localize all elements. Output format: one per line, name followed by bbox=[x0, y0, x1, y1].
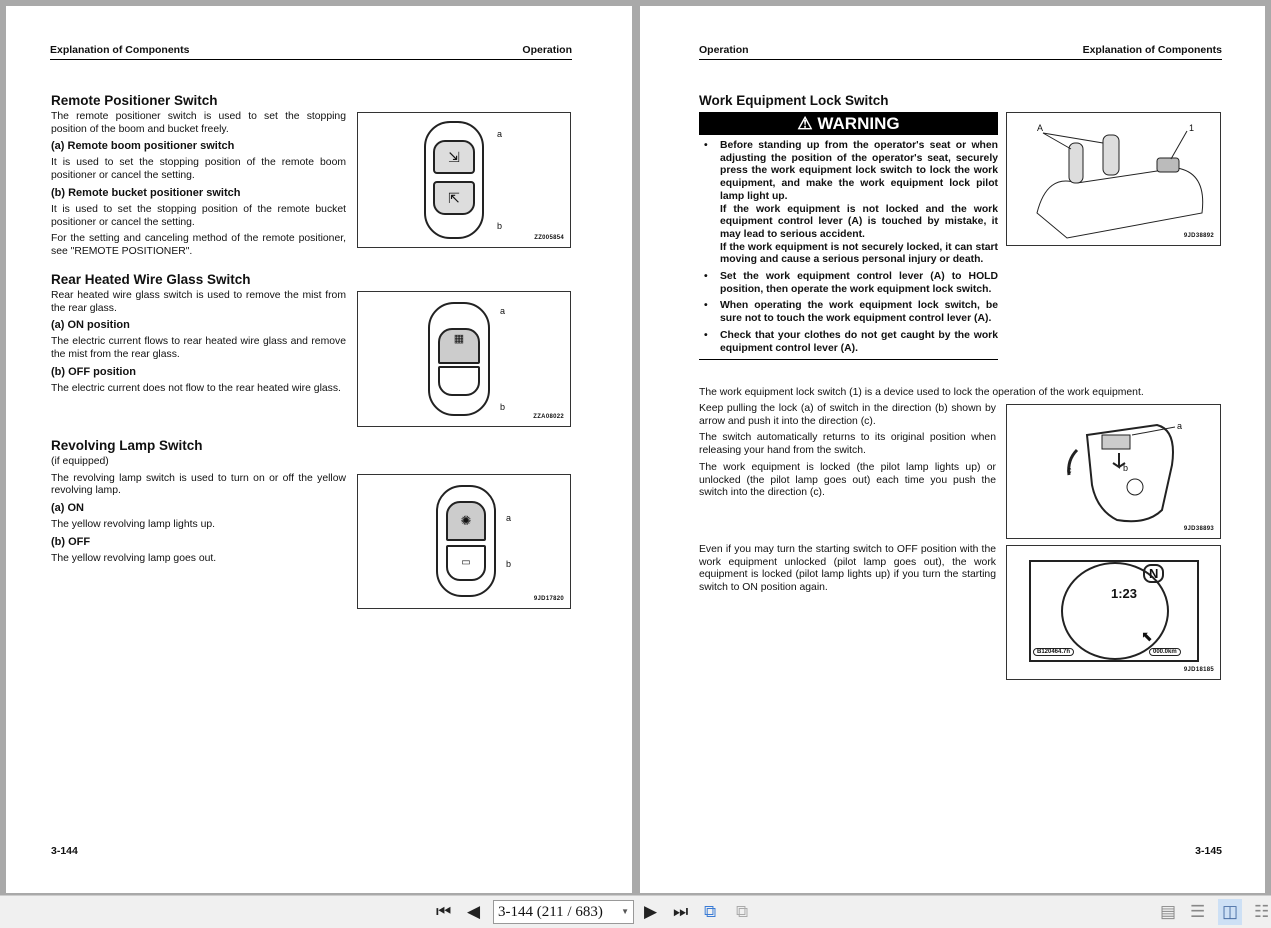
paragraph: Keep pulling the lock (a) of switch in the direction (b) shown by arrow and push it into the direction (c). bbox=[699, 403, 996, 427]
monitor-screen bbox=[1029, 560, 1199, 662]
section-title: Rear Heated Wire Glass Switch bbox=[51, 272, 251, 287]
lamp-icon: ✺ bbox=[446, 501, 486, 541]
item-label: (a) ON bbox=[51, 502, 84, 515]
figure-lock-switch-operation bbox=[1006, 404, 1221, 539]
warning-item bbox=[699, 271, 998, 296]
defogger-icon: ▦ bbox=[438, 328, 480, 364]
right-page bbox=[640, 6, 1265, 893]
left-page bbox=[6, 6, 632, 893]
header-left: Operation bbox=[699, 44, 749, 56]
warning-item bbox=[699, 140, 998, 267]
page-field-value: 3-144 (211 / 683) bbox=[498, 904, 603, 920]
off-button bbox=[438, 366, 480, 396]
fig-label: a bbox=[1177, 421, 1183, 431]
fig-label: b bbox=[506, 559, 512, 569]
paragraph: It is used to set the stopping position of the remote boom positioner or cancel the setting. bbox=[51, 157, 346, 182]
paragraph: (if equipped) bbox=[51, 456, 109, 467]
fig-label: a bbox=[500, 306, 506, 316]
lock-switch-illustration bbox=[1007, 405, 1220, 538]
header-right: Explanation of Components bbox=[1082, 44, 1222, 56]
last-page-button[interactable]: ⏭ bbox=[673, 902, 689, 921]
item-label: (a) Remote boom positioner switch bbox=[51, 140, 235, 153]
warning-label: WARNING bbox=[817, 114, 900, 133]
section-revolving-lamp bbox=[51, 438, 346, 570]
next-page-button[interactable]: ▶ bbox=[644, 902, 658, 921]
figure-monitor bbox=[1006, 545, 1221, 680]
section-title: Revolving Lamp Switch bbox=[51, 438, 203, 453]
figure-revolving-lamp bbox=[357, 474, 571, 609]
paragraph: The electric current does not flow to the rear heated wire glass. bbox=[51, 382, 341, 394]
section-title: Work Equipment Lock Switch bbox=[699, 93, 889, 108]
instructions bbox=[699, 403, 996, 504]
warning-text: • Set the work equipment control lever (A) to HOLD position, then operate the work equipment lock switch. bbox=[720, 271, 998, 295]
section-title: Remote Positioner Switch bbox=[51, 93, 218, 108]
figure-code: 9JD17820 bbox=[533, 596, 564, 602]
paragraph: The remote positioner switch is used to set the stopping position of the boom and bucket freely. bbox=[51, 111, 346, 135]
fig-label: b bbox=[500, 402, 506, 412]
paragraph: The revolving lamp switch is used to turn on or off the yellow revolving lamp. bbox=[51, 472, 346, 497]
hour-meter: B120464.7h bbox=[1033, 648, 1074, 656]
warning-text: If the work equipment is not securely locked, it can start moving and cause a serious personal injury or death. bbox=[720, 241, 998, 266]
two-page-view-icon[interactable]: ◫ bbox=[1218, 899, 1242, 925]
figure-code: ZZA08022 bbox=[533, 414, 564, 420]
item-label: (a) ON position bbox=[51, 319, 130, 332]
fig-label: a bbox=[497, 129, 503, 139]
warning-banner bbox=[699, 112, 998, 135]
viewer-toolbar bbox=[0, 895, 1271, 928]
fig-label: a bbox=[506, 513, 512, 523]
bucket-icon: ⇱ bbox=[433, 181, 475, 215]
header-right: Operation bbox=[522, 44, 572, 56]
figure-code: ZZ005854 bbox=[534, 235, 564, 241]
single-page-view-icon[interactable]: ▤ bbox=[1160, 902, 1177, 921]
page-header bbox=[699, 44, 1222, 60]
page-number-field[interactable] bbox=[493, 900, 634, 924]
previous-page-button[interactable]: ◀ bbox=[467, 902, 481, 921]
figure-code: 9JD38893 bbox=[1183, 526, 1214, 532]
divider bbox=[699, 359, 998, 360]
paragraph: For the setting and canceling method of the remote positioner, see "REMOTE POSITIONER". bbox=[51, 233, 346, 257]
warning-text: • Check that your clothes do not get caught by the work equipment control lever (A). bbox=[720, 329, 998, 354]
section-remote-positioner bbox=[51, 93, 346, 263]
two-page-continuous-view-icon[interactable]: ☷ bbox=[1254, 902, 1270, 921]
next-view-icon[interactable]: ⧉ bbox=[736, 902, 749, 921]
paragraph: The work equipment lock switch (1) is a device used to lock the operation of the work equipment. bbox=[699, 387, 1144, 398]
figure-lock-switch-location bbox=[1006, 112, 1221, 246]
warning-text: • When operating the work equipment lock switch, be sure not to touch the work equipment control lever (A). bbox=[720, 300, 998, 325]
first-page-button[interactable]: ⏮ bbox=[436, 902, 452, 921]
boom-icon: ⇲ bbox=[433, 140, 475, 174]
warning-triangle-icon: ⚠ bbox=[797, 114, 813, 133]
paragraph: The switch automatically returns to its original position when releasing your hand from the switch. bbox=[699, 432, 996, 457]
continuous-view-icon[interactable]: ☰ bbox=[1190, 902, 1206, 921]
item-label: (b) OFF bbox=[51, 535, 91, 548]
off-icon: ▭ bbox=[446, 545, 486, 581]
warning-text: If the work equipment is not locked and the work equipment control lever (A) is touched by mistake, it may lead to serious accident. bbox=[720, 203, 998, 240]
warning-text: • Before standing up from the operator's seat or when adjusting the position of the operator's seat, securely press the work equipment lock switch to lock the work equipment, and make the work equipment lock pilot lamp light up. bbox=[720, 140, 998, 202]
figure-remote-positioner bbox=[357, 112, 571, 248]
figure-code: 9JD18185 bbox=[1183, 667, 1214, 673]
paragraph: It is used to set the stopping position of the remote bucket positioner or cancel the setting. bbox=[51, 203, 346, 228]
paragraph: Rear heated wire glass switch is used to remove the mist from the rear glass. bbox=[51, 290, 346, 314]
section-rear-heated-glass bbox=[51, 272, 346, 400]
fig-label: 1 bbox=[1189, 123, 1195, 133]
warning-item bbox=[699, 330, 998, 355]
lock-pilot-arrow-icon: ⬉ bbox=[1141, 628, 1153, 644]
warning-item bbox=[699, 300, 998, 325]
paragraph: The yellow revolving lamp goes out. bbox=[51, 552, 217, 564]
gear-indicator: N bbox=[1143, 564, 1164, 583]
item-label: (b) OFF position bbox=[51, 365, 136, 378]
previous-view-icon[interactable]: ⧉ bbox=[704, 902, 717, 921]
header-left: Explanation of Components bbox=[50, 44, 190, 56]
fig-label: b bbox=[497, 221, 503, 231]
paragraph: The work equipment is locked (the pilot lamp lights up) or unlocked (the pilot lamp goes out) each time you push the switch into the direction (c). bbox=[699, 461, 996, 499]
item-label: (b) Remote bucket positioner switch bbox=[51, 186, 241, 199]
fig-label: A bbox=[1037, 123, 1044, 133]
paragraph: The yellow revolving lamp lights up. bbox=[51, 519, 216, 531]
page-header bbox=[50, 44, 572, 60]
page-number: 3-145 bbox=[1195, 845, 1222, 857]
paragraph: The electric current flows to rear heated wire glass and remove the mist from the rear glass. bbox=[51, 336, 346, 361]
chevron-down-icon[interactable]: ▼ bbox=[621, 907, 629, 916]
page-number: 3-144 bbox=[51, 845, 78, 857]
clock-display: 1:23 bbox=[1111, 586, 1138, 601]
fig-label: c bbox=[1067, 465, 1072, 475]
fig-label: b bbox=[1123, 463, 1129, 473]
figure-code: 9JD38892 bbox=[1183, 233, 1214, 239]
paragraph: Even if you may turn the starting switch to OFF position with the work equipment unlocked (pilot lamp goes out), the work equipment is locked (pilot lamp lights up) if you turn the starting switch to ON position again. bbox=[699, 544, 996, 594]
warning-box bbox=[699, 112, 998, 360]
figure-rear-heated-glass bbox=[357, 291, 571, 427]
odometer: 000.0km bbox=[1149, 648, 1181, 656]
switch-illustration bbox=[424, 121, 484, 239]
